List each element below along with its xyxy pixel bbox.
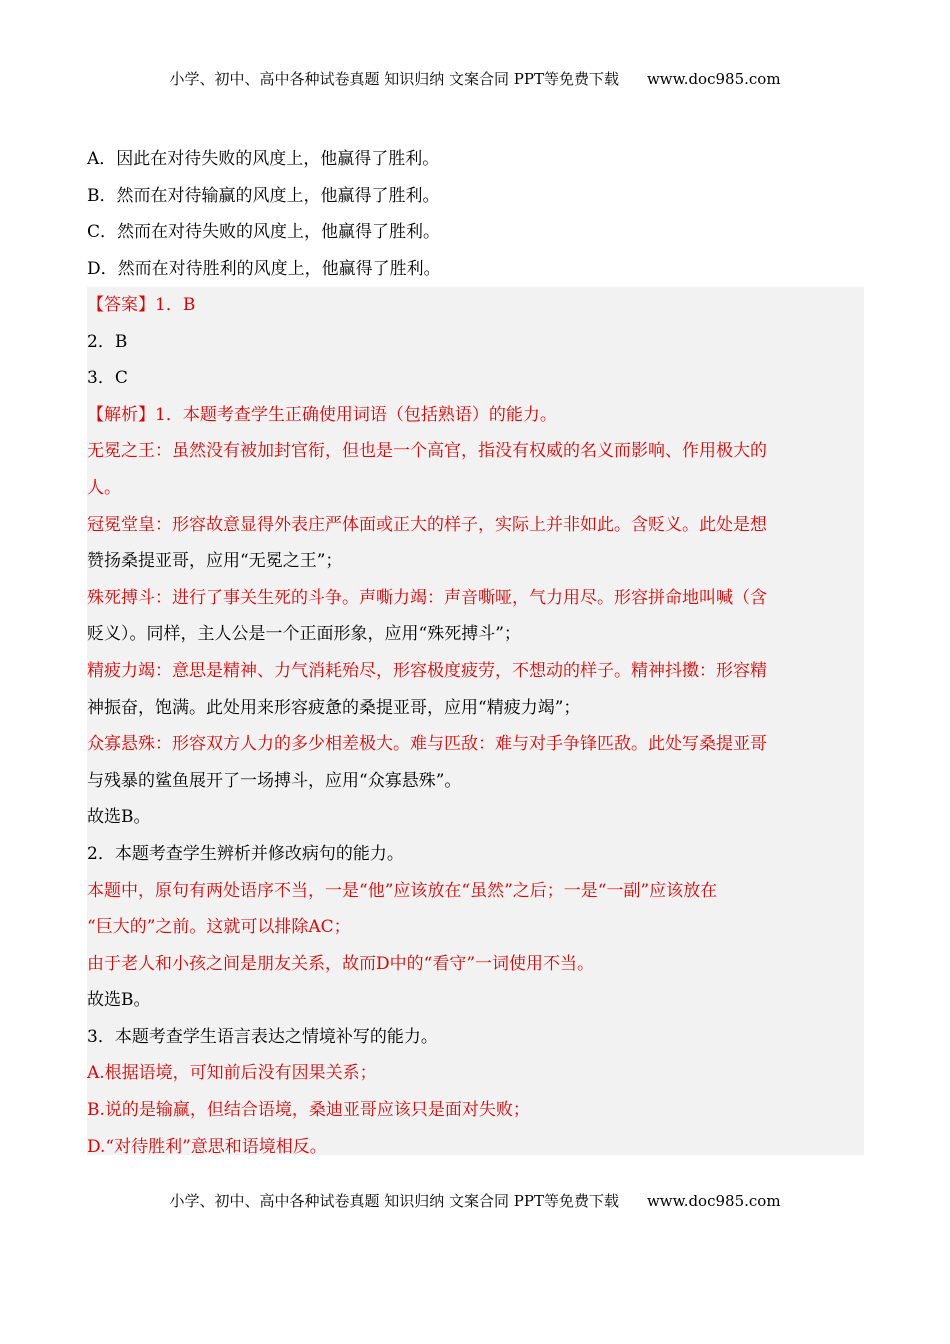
analysis-line: 与残暴的鲨鱼展开了一场搏斗，应用“众寡悬殊”。	[87, 770, 462, 791]
page-footer	[0, 1190, 950, 1211]
answer-line: 【答案】1．B	[87, 295, 196, 315]
analysis-line: B.说的是输赢，但结合语境，桑迪亚哥应该只是面对失败；	[87, 1100, 530, 1121]
header-text: 小学、初中、高中各种试卷真题 知识归纳 文案合同 PPT等免费下载	[169, 70, 619, 88]
analysis-line: A.根据语境，可知前后没有因果关系；	[87, 1063, 377, 1084]
analysis-line: 精疲力竭：意思是精神、力气消耗殆尽，形容极度疲劳，不想动的样子。精神抖擞：形容精	[87, 660, 767, 681]
analysis-line: 故选B。	[87, 990, 151, 1011]
analysis-line: 3．本题考查学生语言表达之情境补写的能力。	[87, 1026, 438, 1047]
analysis-line: 本题中，原句有两处语序不当，一是“他”应该放在“虽然”之后；一是“一副”应该放在	[87, 880, 718, 901]
footer-url: www.doc985.com	[646, 1192, 781, 1210]
analysis-line: 人。	[87, 477, 121, 498]
option-d: D．然而在对待胜利的风度上，他赢得了胜利。	[87, 258, 441, 279]
option-c: C．然而在对待失败的风度上，他赢得了胜利。	[87, 222, 441, 242]
analysis-line: 赞扬桑提亚哥，应用“无冕之王”；	[87, 551, 343, 572]
option-list	[87, 141, 867, 287]
analysis-line: 殊死搏斗：进行了事关生死的斗争。声嘶力竭：声音嘶哑，气力用尽。形容拼命地叫喊（含	[87, 587, 767, 608]
header-url: www.doc985.com	[646, 70, 781, 88]
analysis-line: 无冕之王：虽然没有被加封官衔，但也是一个高官，指没有权威的名义而影响、作用极大的	[87, 441, 767, 462]
analysis-line: 【解析】1．本题考查学生正确使用词语（包括熟语）的能力。	[87, 404, 557, 425]
analysis-line: “巨大的”之前。这就可以排除AC；	[87, 917, 351, 938]
answer-analysis-block	[87, 287, 864, 1155]
option-b: B．然而在对待输赢的风度上，他赢得了胜利。	[87, 185, 440, 206]
option-a: A．因此在对待失败的风度上，他赢得了胜利。	[87, 149, 440, 169]
analysis-line: 贬义）。同样，主人公是一个正面形象，应用“殊死搏斗”；	[87, 624, 521, 645]
page-header	[0, 68, 950, 89]
analysis-line: 2．本题考查学生辨析并修改病句的能力。	[87, 843, 404, 864]
analysis-line: D.“对待胜利”意思和语境相反。	[87, 1136, 327, 1157]
footer-text: 小学、初中、高中各种试卷真题 知识归纳 文案合同 PPT等免费下载	[169, 1192, 619, 1210]
analysis-line: 神振奋，饱满。此处用来形容疲惫的桑提亚哥，应用“精疲力竭”；	[87, 697, 581, 718]
answer-line: 3．C	[87, 368, 128, 389]
analysis-line: 故选B。	[87, 807, 151, 828]
analysis-line: 冠冕堂皇：形容故意显得外表庄严体面或正大的样子，实际上并非如此。含贬义。此处是想	[87, 514, 767, 535]
analysis-line: 众寡悬殊：形容双方人力的多少相差极大。难与匹敌：难与对手争锋匹敌。此处写桑提亚哥	[87, 734, 767, 755]
analysis-line: 由于老人和小孩之间是朋友关系，故而D中的“看守”一词使用不当。	[87, 953, 595, 974]
answer-line: 2．B	[87, 331, 128, 352]
